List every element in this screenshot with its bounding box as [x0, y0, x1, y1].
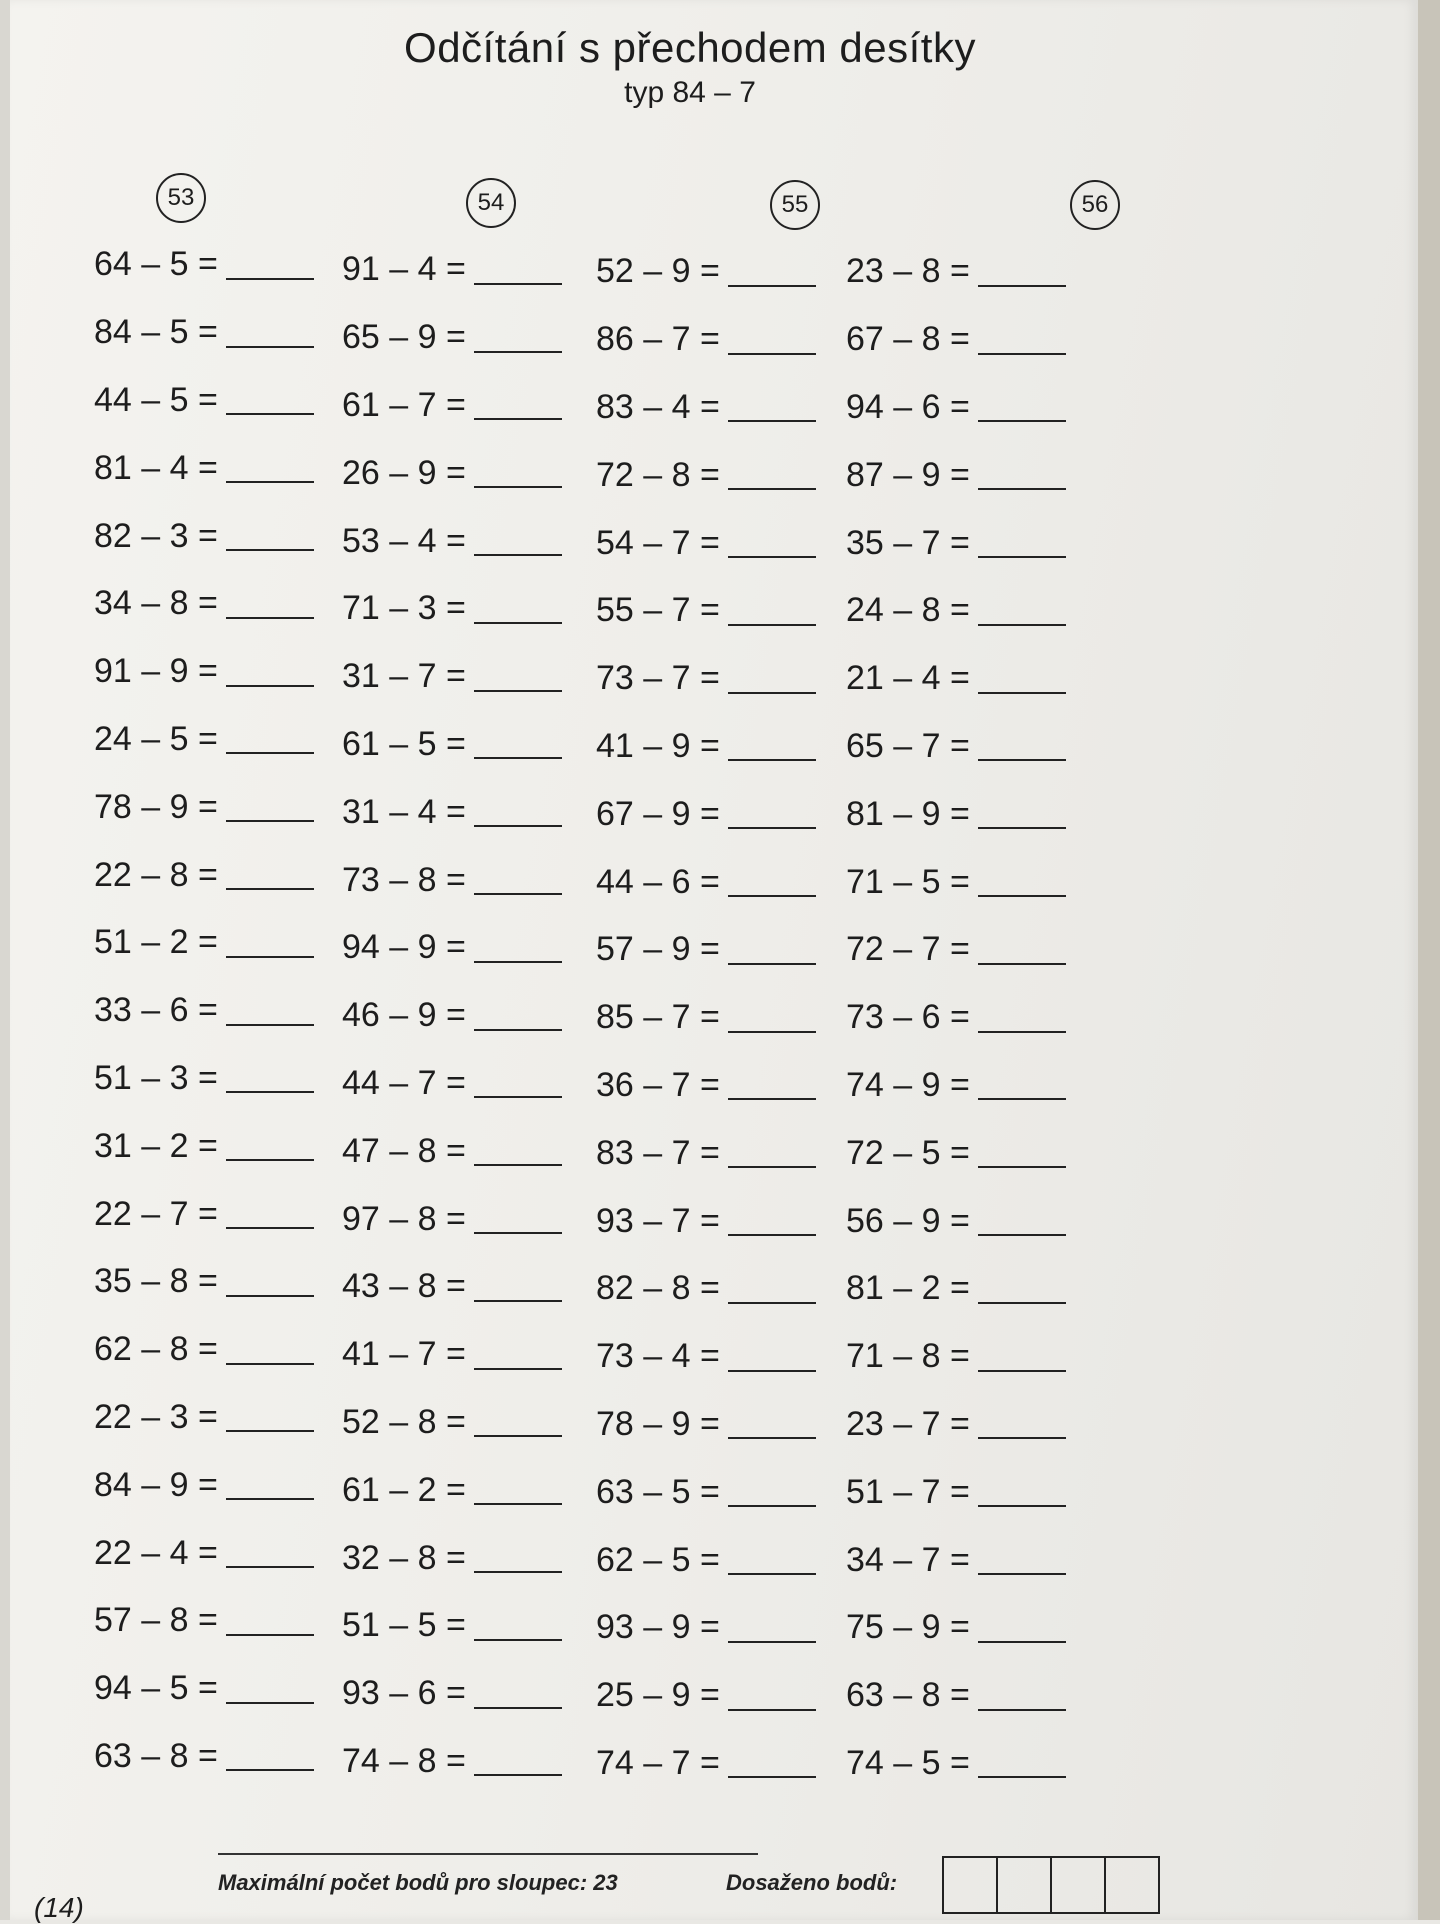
answer-blank[interactable] [728, 596, 816, 626]
problem-expression: 33 – 6 = [94, 991, 218, 1030]
answer-blank[interactable] [474, 255, 562, 285]
answer-blank[interactable] [728, 1274, 816, 1304]
answer-blank[interactable] [474, 594, 562, 624]
problem-row [846, 1526, 1146, 1594]
problem-expression: 31 – 7 = [342, 657, 466, 696]
answer-blank[interactable] [728, 1681, 816, 1711]
problem-expression: 62 – 8 = [94, 1330, 218, 1369]
problem-list [846, 238, 1146, 1797]
answer-blank[interactable] [978, 1003, 1066, 1033]
answer-blank[interactable] [978, 1681, 1066, 1711]
page-number: (14) [34, 1892, 84, 1923]
problem-expression: 24 – 8 = [846, 591, 970, 630]
problem-expression: 57 – 9 = [596, 930, 720, 969]
answer-blank[interactable] [226, 792, 314, 822]
problem-row [846, 1052, 1146, 1120]
problem-expression: 52 – 8 = [342, 1402, 466, 1441]
score-boxes [944, 1856, 1160, 1914]
problem-row [846, 1594, 1146, 1662]
answer-blank[interactable] [978, 325, 1066, 355]
problem-expression: 71 – 8 = [846, 1337, 970, 1376]
answer-blank[interactable] [226, 1470, 314, 1500]
answer-blank[interactable] [474, 1475, 562, 1505]
answer-blank[interactable] [474, 933, 562, 963]
problem-expression: 73 – 7 = [596, 659, 720, 698]
worksheet-subtitle: typ 84 – 7 [624, 76, 756, 109]
answer-blank[interactable] [728, 799, 816, 829]
answer-blank[interactable] [474, 662, 562, 692]
answer-blank[interactable] [226, 1131, 314, 1161]
answer-blank[interactable] [226, 996, 314, 1026]
problem-row [846, 577, 1146, 645]
answer-blank[interactable] [978, 731, 1066, 761]
problem-expression: 78 – 9 = [94, 787, 218, 826]
answer-blank[interactable] [978, 1748, 1066, 1778]
answer-blank[interactable] [226, 860, 314, 890]
problem-expression: 74 – 5 = [846, 1743, 970, 1782]
answer-blank[interactable] [474, 1001, 562, 1031]
answer-blank[interactable] [226, 1538, 314, 1568]
problem-expression: 64 – 5 = [94, 245, 218, 284]
answer-blank[interactable] [728, 1070, 816, 1100]
answer-blank[interactable] [978, 1070, 1066, 1100]
problem-expression: 51 – 3 = [94, 1058, 218, 1097]
problem-expression: 44 – 7 = [342, 1063, 466, 1102]
answer-blank[interactable] [226, 657, 314, 687]
answer-blank[interactable] [474, 1679, 562, 1709]
answer-blank[interactable] [728, 1748, 816, 1778]
problem-expression: 57 – 8 = [94, 1601, 218, 1640]
answer-blank[interactable] [728, 664, 816, 694]
answer-blank[interactable] [226, 1741, 314, 1771]
problem-expression: 24 – 5 = [94, 719, 218, 758]
problem-expression: 51 – 5 = [342, 1606, 466, 1645]
answer-blank[interactable] [226, 385, 314, 415]
problem-row [846, 984, 1146, 1052]
score-box[interactable] [1050, 1856, 1106, 1914]
problem-expression: 63 – 8 = [94, 1736, 218, 1775]
problem-expression: 82 – 3 = [94, 516, 218, 555]
problem-expression: 62 – 5 = [596, 1540, 720, 1579]
answer-blank[interactable] [978, 799, 1066, 829]
problem-expression: 72 – 5 = [846, 1133, 970, 1172]
problem-expression: 34 – 8 = [94, 584, 218, 623]
answer-blank[interactable] [226, 453, 314, 483]
problem-expression: 71 – 5 = [846, 862, 970, 901]
problem-expression: 84 – 9 = [94, 1465, 218, 1504]
problem-expression: 67 – 8 = [846, 320, 970, 359]
problem-row [846, 780, 1146, 848]
problem-row [846, 238, 1146, 306]
problem-row [846, 1391, 1146, 1459]
answer-blank[interactable] [474, 1204, 562, 1234]
answer-blank[interactable] [474, 729, 562, 759]
answer-blank[interactable] [728, 1138, 816, 1168]
problem-row [846, 1255, 1146, 1323]
problem-expression: 94 – 5 = [94, 1669, 218, 1708]
score-box[interactable] [996, 1856, 1052, 1914]
problem-expression: 93 – 9 = [596, 1608, 720, 1647]
page-right-edge [1418, 0, 1440, 1920]
answer-blank[interactable] [978, 1138, 1066, 1168]
answer-blank[interactable] [978, 867, 1066, 897]
problem-expression: 23 – 7 = [846, 1404, 970, 1443]
worksheet-title: Odčítání s přechodem desítky [404, 24, 976, 71]
answer-blank[interactable] [474, 458, 562, 488]
problem-expression: 41 – 7 = [342, 1335, 466, 1374]
answer-blank[interactable] [728, 1409, 816, 1439]
problem-expression: 74 – 8 = [342, 1741, 466, 1780]
problem-expression: 81 – 9 = [846, 794, 970, 833]
problem-expression: 72 – 8 = [596, 455, 720, 494]
problem-expression: 22 – 8 = [94, 855, 218, 894]
problem-row [846, 713, 1146, 781]
answer-blank[interactable] [978, 460, 1066, 490]
answer-blank[interactable] [226, 928, 314, 958]
problem-expression: 78 – 9 = [596, 1404, 720, 1443]
answer-blank[interactable] [978, 1342, 1066, 1372]
problem-expression: 93 – 7 = [596, 1201, 720, 1240]
answer-blank[interactable] [226, 1199, 314, 1229]
problem-expression: 43 – 8 = [342, 1267, 466, 1306]
problem-expression: 94 – 6 = [846, 387, 970, 426]
answer-blank[interactable] [978, 392, 1066, 422]
answer-blank[interactable] [474, 797, 562, 827]
problem-expression: 22 – 4 = [94, 1533, 218, 1572]
problem-expression: 56 – 9 = [846, 1201, 970, 1240]
answer-blank[interactable] [226, 589, 314, 619]
problem-row [846, 848, 1146, 916]
problem-expression: 84 – 5 = [94, 313, 218, 352]
answer-blank[interactable] [978, 596, 1066, 626]
problem-expression: 54 – 7 = [596, 523, 720, 562]
problem-expression: 51 – 7 = [846, 1472, 970, 1511]
page-left-margin [0, 0, 10, 1920]
problem-row [846, 1119, 1146, 1187]
answer-blank[interactable] [474, 1543, 562, 1573]
problem-row [846, 374, 1146, 442]
problem-expression: 61 – 7 = [342, 385, 466, 424]
problem-expression: 23 – 8 = [846, 252, 970, 291]
answer-blank[interactable] [978, 1613, 1066, 1643]
problem-expression: 65 – 7 = [846, 726, 970, 765]
answer-blank[interactable] [978, 1477, 1066, 1507]
answer-blank[interactable] [978, 257, 1066, 287]
exercise-number-badge: 56 [1070, 180, 1120, 230]
problem-expression: 65 – 9 = [342, 318, 466, 357]
answer-blank[interactable] [474, 1272, 562, 1302]
problem-expression: 81 – 2 = [846, 1269, 970, 1308]
problem-expression: 63 – 8 = [846, 1676, 970, 1715]
answer-blank[interactable] [474, 865, 562, 895]
answer-blank[interactable] [474, 1746, 562, 1776]
answer-blank[interactable] [474, 1340, 562, 1370]
problem-expression: 34 – 7 = [846, 1540, 970, 1579]
answer-blank[interactable] [728, 1206, 816, 1236]
answer-blank[interactable] [978, 528, 1066, 558]
footer-divider [218, 1853, 758, 1855]
answer-blank[interactable] [728, 1342, 816, 1372]
problem-expression: 31 – 4 = [342, 792, 466, 831]
problem-expression: 25 – 9 = [596, 1676, 720, 1715]
answer-blank[interactable] [728, 1545, 816, 1575]
answer-blank[interactable] [474, 1407, 562, 1437]
problem-expression: 83 – 4 = [596, 387, 720, 426]
problem-expression: 36 – 7 = [596, 1065, 720, 1104]
problem-expression: 85 – 7 = [596, 998, 720, 1037]
answer-blank[interactable] [728, 460, 816, 490]
answer-blank[interactable] [474, 1136, 562, 1166]
answer-blank[interactable] [978, 664, 1066, 694]
problem-expression: 87 – 9 = [846, 455, 970, 494]
problem-expression: 81 – 4 = [94, 448, 218, 487]
problem-expression: 71 – 3 = [342, 589, 466, 628]
problem-expression: 91 – 4 = [342, 250, 466, 289]
answer-blank[interactable] [226, 1402, 314, 1432]
answer-blank[interactable] [226, 1063, 314, 1093]
problem-expression: 26 – 9 = [342, 453, 466, 492]
problem-expression: 52 – 9 = [596, 252, 720, 291]
problem-expression: 74 – 9 = [846, 1065, 970, 1104]
answer-blank[interactable] [978, 935, 1066, 965]
answer-blank[interactable] [226, 1674, 314, 1704]
problem-expression: 41 – 9 = [596, 726, 720, 765]
problem-expression: 35 – 7 = [846, 523, 970, 562]
answer-blank[interactable] [728, 257, 816, 287]
problem-expression: 53 – 4 = [342, 521, 466, 560]
answer-blank[interactable] [474, 1611, 562, 1641]
problem-expression: 61 – 5 = [342, 724, 466, 763]
problem-row [846, 441, 1146, 509]
answer-blank[interactable] [978, 1409, 1066, 1439]
problem-expression: 72 – 7 = [846, 930, 970, 969]
answer-blank[interactable] [226, 1606, 314, 1636]
answer-blank[interactable] [474, 1068, 562, 1098]
answer-blank[interactable] [728, 1477, 816, 1507]
answer-blank[interactable] [978, 1206, 1066, 1236]
problem-expression: 82 – 8 = [596, 1269, 720, 1308]
answer-blank[interactable] [728, 325, 816, 355]
answer-blank[interactable] [226, 521, 314, 551]
problem-expression: 74 – 7 = [596, 1743, 720, 1782]
problem-expression: 32 – 8 = [342, 1538, 466, 1577]
answer-blank[interactable] [978, 1274, 1066, 1304]
problem-expression: 67 – 9 = [596, 794, 720, 833]
problem-expression: 22 – 7 = [94, 1194, 218, 1233]
answer-blank[interactable] [978, 1545, 1066, 1575]
score-box[interactable] [942, 1856, 998, 1914]
answer-blank[interactable] [226, 1267, 314, 1297]
problem-expression: 51 – 2 = [94, 923, 218, 962]
problem-expression: 46 – 9 = [342, 996, 466, 1035]
answer-blank[interactable] [728, 528, 816, 558]
answer-blank[interactable] [474, 526, 562, 556]
problem-row [846, 1730, 1146, 1798]
problem-expression: 55 – 7 = [596, 591, 720, 630]
problem-expression: 47 – 8 = [342, 1131, 466, 1170]
answer-blank[interactable] [728, 731, 816, 761]
answer-blank[interactable] [226, 1335, 314, 1365]
problem-row [846, 916, 1146, 984]
problem-expression: 97 – 8 = [342, 1199, 466, 1238]
problem-row [846, 645, 1146, 713]
problem-row [846, 1458, 1146, 1526]
answer-blank[interactable] [728, 392, 816, 422]
problem-expression: 44 – 5 = [94, 380, 218, 419]
problem-expression: 94 – 9 = [342, 928, 466, 967]
problem-row [846, 509, 1146, 577]
problem-expression: 21 – 4 = [846, 659, 970, 698]
answer-blank[interactable] [474, 323, 562, 353]
answer-blank[interactable] [728, 867, 816, 897]
problem-expression: 61 – 2 = [342, 1470, 466, 1509]
problem-expression: 86 – 7 = [596, 320, 720, 359]
problem-expression: 75 – 9 = [846, 1608, 970, 1647]
problem-expression: 35 – 8 = [94, 1262, 218, 1301]
problem-expression: 22 – 3 = [94, 1397, 218, 1436]
answer-blank[interactable] [474, 390, 562, 420]
problem-expression: 73 – 8 = [342, 860, 466, 899]
problem-expression: 93 – 6 = [342, 1674, 466, 1713]
problem-expression: 31 – 2 = [94, 1126, 218, 1165]
exercise-number-badge: 53 [156, 173, 206, 223]
exercise-number-badge: 55 [770, 180, 820, 230]
problem-expression: 91 – 9 = [94, 652, 218, 691]
problem-row [846, 306, 1146, 374]
score-box[interactable] [1104, 1856, 1160, 1914]
problem-expression: 63 – 5 = [596, 1472, 720, 1511]
problem-expression: 73 – 4 = [596, 1337, 720, 1376]
problem-row [846, 1323, 1146, 1391]
answer-blank[interactable] [728, 1003, 816, 1033]
problem-expression: 73 – 6 = [846, 998, 970, 1037]
problem-row [846, 1662, 1146, 1730]
problem-expression: 44 – 6 = [596, 862, 720, 901]
answer-blank[interactable] [226, 250, 314, 280]
answer-blank[interactable] [226, 724, 314, 754]
answer-blank[interactable] [728, 1613, 816, 1643]
answer-blank[interactable] [728, 935, 816, 965]
max-points-label: Maximální počet bodů pro sloupec: 23 [218, 1870, 618, 1895]
achieved-points-label: Dosaženo bodů: [726, 1870, 898, 1895]
exercise-number-badge: 54 [466, 178, 516, 228]
answer-blank[interactable] [226, 318, 314, 348]
problem-row [846, 1187, 1146, 1255]
problem-expression: 83 – 7 = [596, 1133, 720, 1172]
